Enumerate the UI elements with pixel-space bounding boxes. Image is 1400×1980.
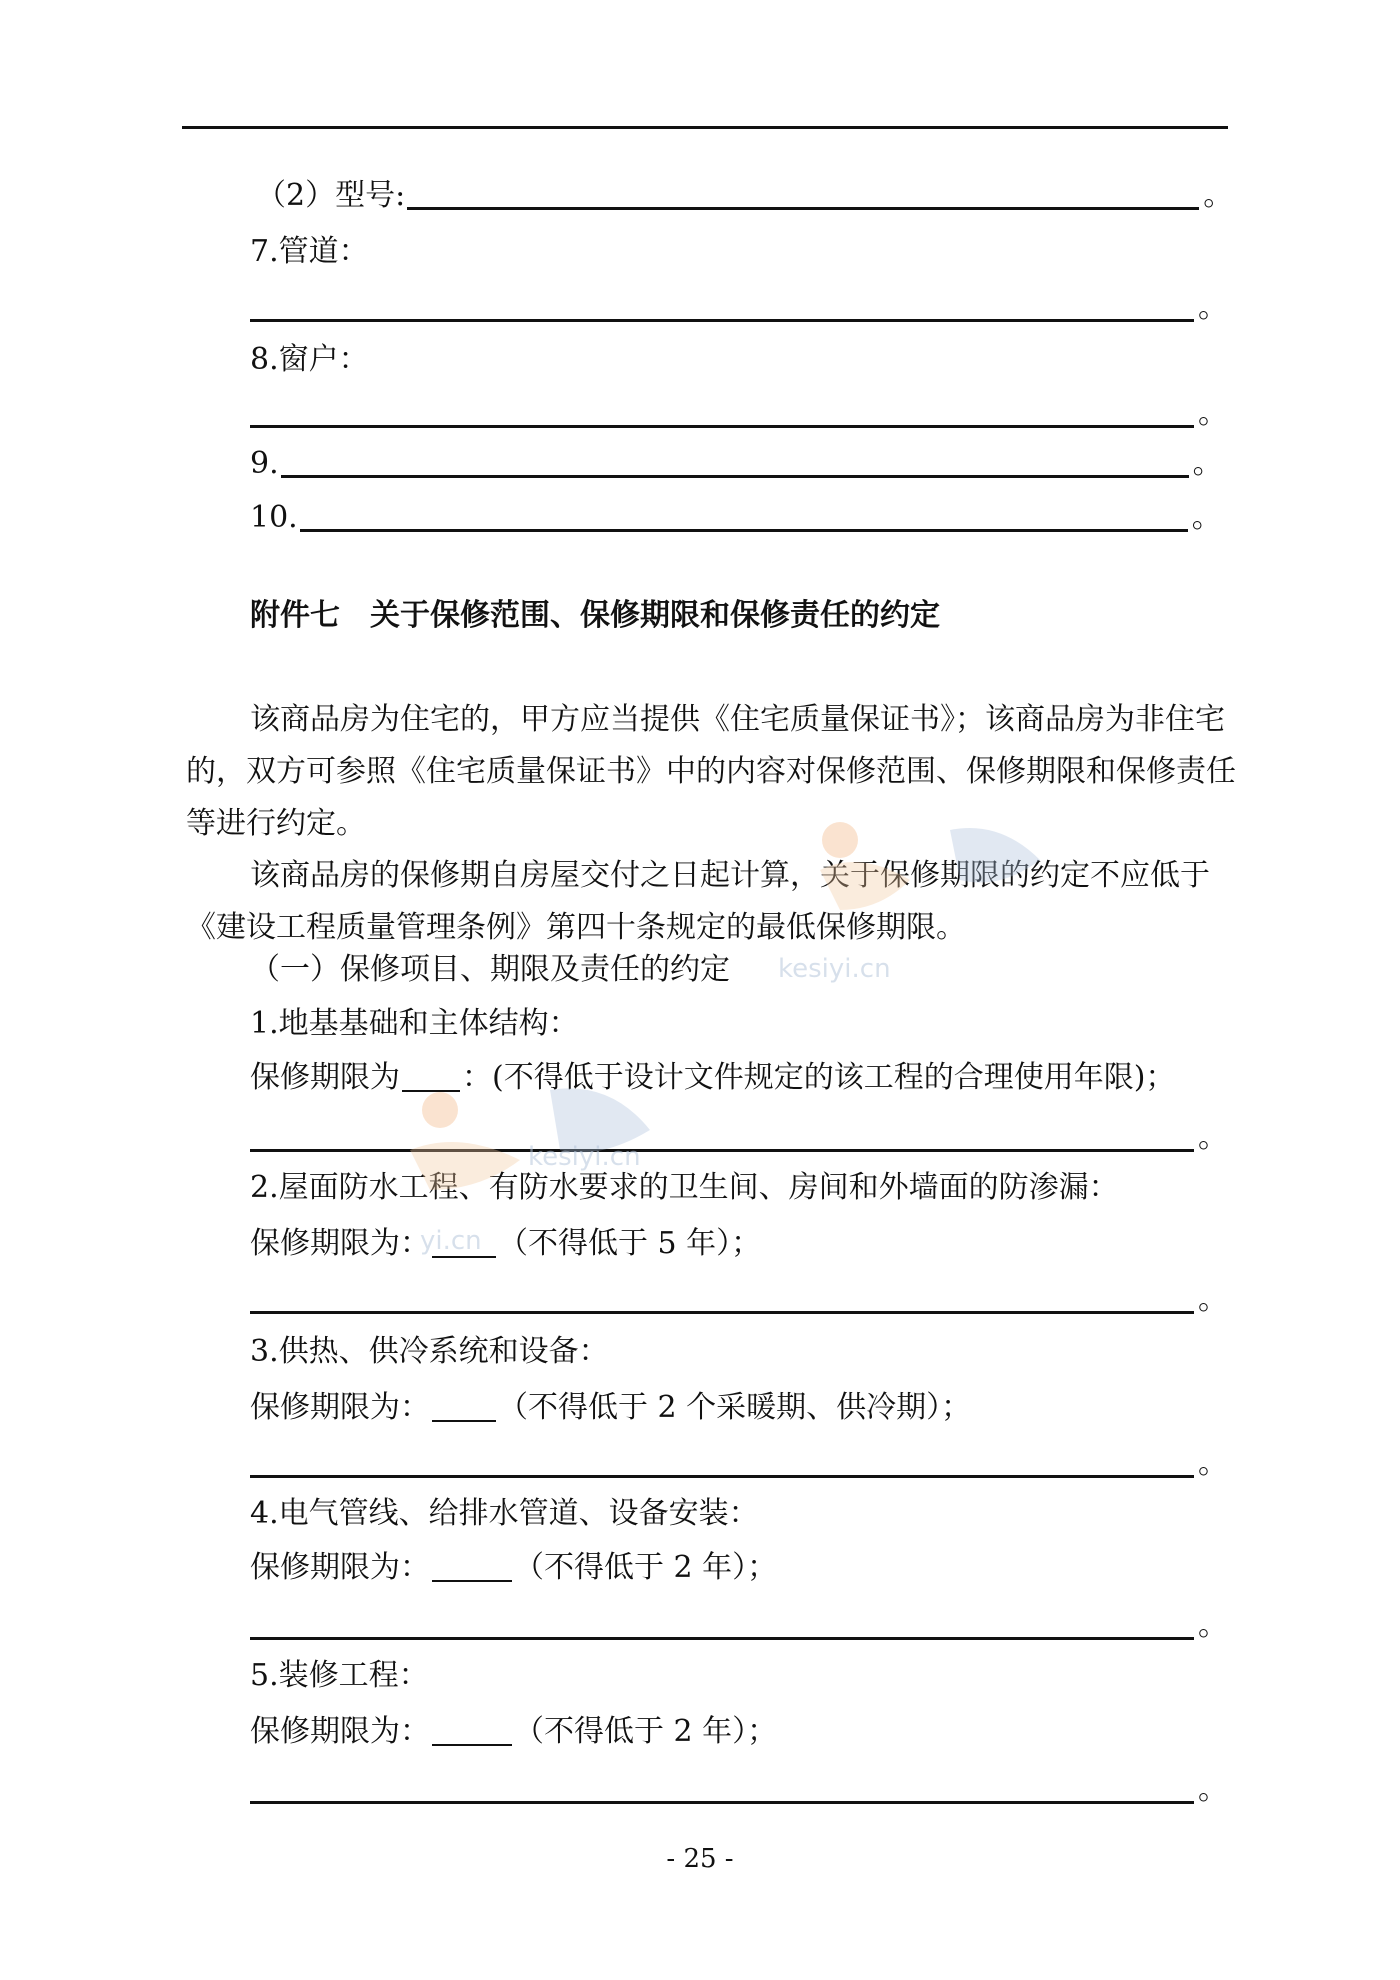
item-4-period-label: 保修期限为： bbox=[250, 1550, 430, 1585]
model-colon: : bbox=[395, 178, 406, 213]
watermark-text: yi.cn bbox=[420, 1226, 482, 1256]
item10-line bbox=[250, 498, 1222, 538]
item-3-blank bbox=[250, 1445, 1194, 1478]
item-2-period-label: 保修期限为： bbox=[250, 1226, 430, 1261]
period-mark: 。 bbox=[1198, 1772, 1228, 1807]
watermark-figure-icon bbox=[800, 800, 1060, 940]
item-3-period-label: 保修期限为： bbox=[250, 1390, 430, 1425]
item-2-title: 2.屋面防水工程、有防水要求的卫生间、房间和外墙面的防渗漏： bbox=[250, 1170, 1119, 1205]
watermark-text: kesiyi.cn bbox=[528, 1142, 641, 1172]
item-3-blank-line bbox=[250, 1444, 1228, 1484]
item-1-title: 1.地基基础和主体结构： bbox=[250, 1006, 579, 1041]
item-4-period-note: （不得低于 2 年）； bbox=[514, 1550, 778, 1585]
section-paragraph-1: 该商品房为住宅的，甲方应当提供《住宅质量保证书》；该商品房为非住宅的，双方可参照《住宅质量保证书》中的内容对保修范围、保修期限和保修责任等进行约定。 bbox=[186, 702, 1236, 841]
item-4-blank bbox=[250, 1607, 1194, 1640]
pipes-blank bbox=[250, 289, 1194, 322]
sub-heading bbox=[250, 950, 730, 990]
period-mark: 。 bbox=[1198, 1608, 1228, 1643]
item-5-period-line bbox=[250, 1712, 777, 1752]
item-5-title: 5.装修工程： bbox=[250, 1658, 429, 1693]
pipes-label: 7.管道： bbox=[250, 234, 369, 269]
item-2-blank-line bbox=[250, 1280, 1228, 1320]
page-number: - 25 - bbox=[666, 1844, 734, 1874]
sub-heading-text: （一）保修项目、期限及责任的约定 bbox=[250, 952, 730, 987]
item-5-blank bbox=[250, 1771, 1194, 1804]
item9-line bbox=[250, 444, 1223, 484]
windows-label: 8.窗户： bbox=[250, 342, 369, 377]
period-mark: 。 bbox=[1191, 500, 1222, 535]
item-2-title-line bbox=[250, 1168, 1119, 1208]
item-2-blank bbox=[250, 1281, 1194, 1314]
windows-blank-line bbox=[250, 394, 1228, 434]
period-mark: 。 bbox=[1198, 1120, 1228, 1155]
item9-label: 9. bbox=[250, 446, 279, 481]
item10-blank bbox=[300, 499, 1188, 532]
item-3-title-line bbox=[250, 1332, 609, 1372]
model-label: （2）型号 bbox=[256, 178, 396, 213]
item-2-period-note: （不得低于 5 年）； bbox=[498, 1226, 762, 1261]
period-mark: 。 bbox=[1203, 178, 1234, 213]
section-heading-text: 附件七 关于保修范围、保修期限和保修责任的约定 bbox=[250, 598, 940, 633]
section-paragraph-2: 该商品房的保修期自房屋交付之日起计算，关于保修期限的约定不应低于《建设工程质量管理条例》第四十条规定的最低保修期限。 bbox=[186, 858, 1210, 945]
model-line bbox=[256, 176, 1233, 216]
watermark-figure-icon bbox=[390, 1070, 670, 1210]
header-rule bbox=[182, 126, 1228, 129]
item-1-period-note: ：(不得低于设计文件规定的该工程的合理使用年限)； bbox=[462, 1060, 1176, 1095]
item-3-period-note: （不得低于 2 个采暖期、供冷期）； bbox=[498, 1390, 972, 1425]
model-blank bbox=[407, 177, 1199, 210]
item-5-period-note: （不得低于 2 年）； bbox=[514, 1714, 778, 1749]
pipes-blank-line bbox=[250, 288, 1228, 328]
section-heading bbox=[250, 596, 940, 636]
item-4-title: 4.电气管线、给排水管道、设备安装： bbox=[250, 1496, 759, 1531]
item10-label: 10. bbox=[250, 500, 298, 535]
item-1-title-line bbox=[250, 1004, 579, 1044]
item-3-period-blank bbox=[432, 1390, 496, 1422]
item-5-period-label: 保修期限为： bbox=[250, 1714, 430, 1749]
item-3-period-line bbox=[250, 1388, 971, 1428]
watermark-text: kesiyi.cn bbox=[778, 954, 891, 984]
item-4-period-blank bbox=[432, 1550, 512, 1582]
windows-label-line bbox=[250, 340, 369, 380]
item-2-period-line bbox=[250, 1224, 761, 1264]
item-3-title: 3.供热、供冷系统和设备： bbox=[250, 1334, 609, 1369]
item-4-period-line bbox=[250, 1548, 777, 1588]
item-4-blank-line bbox=[250, 1606, 1228, 1646]
item-4-title-line bbox=[250, 1494, 759, 1534]
period-mark: 。 bbox=[1198, 396, 1228, 431]
item-1-period-label: 保修期限为 bbox=[250, 1060, 400, 1095]
item-5-blank-line bbox=[250, 1770, 1228, 1810]
period-mark: 。 bbox=[1198, 1446, 1228, 1481]
item9-blank bbox=[281, 445, 1189, 478]
windows-blank bbox=[250, 395, 1194, 428]
period-mark: 。 bbox=[1198, 290, 1228, 325]
pipes-label-line bbox=[250, 232, 369, 272]
period-mark: 。 bbox=[1192, 446, 1223, 481]
period-mark: 。 bbox=[1198, 1282, 1228, 1317]
item-5-title-line bbox=[250, 1656, 429, 1696]
item-5-period-blank bbox=[432, 1714, 512, 1746]
item-1-period-line bbox=[250, 1058, 1175, 1098]
